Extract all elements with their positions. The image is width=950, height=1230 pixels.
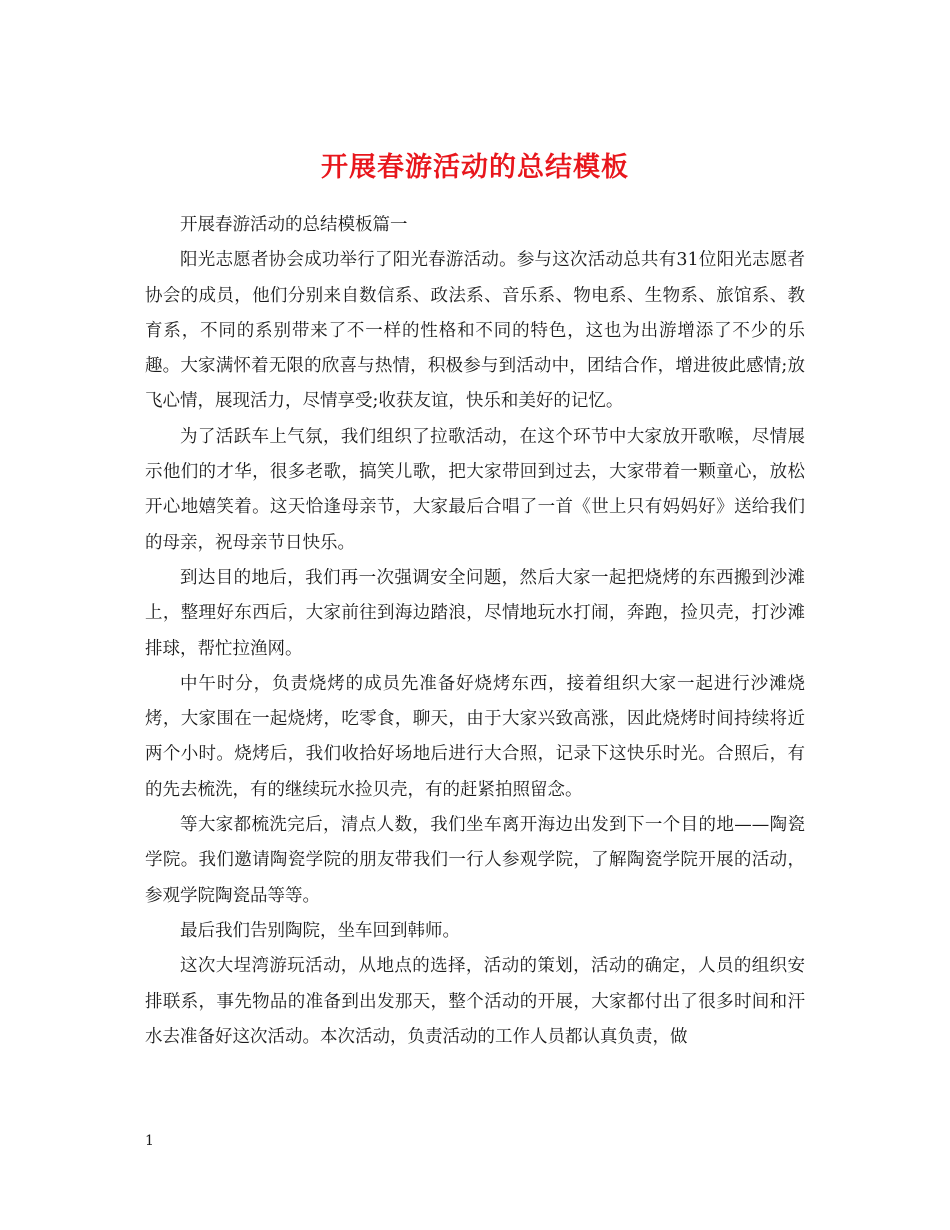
document-body	[145, 208, 805, 1055]
paragraph-7: 这次大埕湾游玩活动，从地点的选择，活动的策划，活动的确定，人员的组织安排联系，事先物品的准备到出发那天，整个活动的开展，大家都付出了很多时间和汗水去准备好这次活动。本次活动，负责活动的工作人员都认真负责，做	[145, 956, 805, 1047]
paragraph-3: 到达目的地后，我们再一次强调安全问题，然后大家一起把烧烤的东西搬到沙滩上，整理好东西后，大家前往到海边踏浪，尽情地玩水打闹，奔跑，捡贝壳，打沙滩排球，帮忙拉渔网。	[145, 567, 805, 659]
paragraph-1: 阳光志愿者协会成功举行了阳光春游活动。参与这次活动总共有31位阳光志愿者协会的成员，他们分别来自数信系、政法系、音乐系、物电系、生物系、旅馆系、教育系，不同的系别带来了不一样的性格和不同的特色，这也为出游增添了不少的乐趣。大家满怀着无限的欣喜与热情，积极参与到活动中，团结合作，增进彼此感情;放飞心情，展现活力，尽情享受;收获友谊，快乐和美好的记忆。	[145, 250, 805, 412]
document-title: 开展春游活动的总结模板	[321, 152, 629, 184]
paragraph-6: 最后我们告别陶院，坐车回到韩师。	[180, 920, 460, 941]
section-heading: 开展春游活动的总结模板篇一	[180, 215, 408, 235]
paragraph-2: 为了活跃车上气氛，我们组织了拉歌活动，在这个环节中大家放开歌喉，尽情展示他们的才华，很多老歌，搞笑儿歌，把大家带回到过去，大家带着一颗童心，放松开心地嬉笑着。这天恰逢母亲节，大家最后合唱了一首《世上只有妈妈好》送给我们的母亲，祝母亲节日快乐。	[145, 426, 805, 553]
paragraph-4: 中午时分，负责烧烤的成员先准备好烧烤东西，接着组织大家一起进行沙滩烧烤，大家围在一起烧烤，吃零食，聊天，由于大家兴致高涨，因此烧烤时间持续将近两个小时。烧烤后，我们收拾好场地后进行大合照，记录下这快乐时光。合照后，有的先去梳洗，有的继续玩水捡贝壳，有的赶紧拍照留念。	[145, 673, 805, 800]
page-number: 1	[145, 1133, 154, 1149]
paragraph-5: 等大家都梳洗完后，清点人数，我们坐车离开海边出发到下一个目的地——陶瓷学院。我们邀请陶瓷学院的朋友带我们一行人参观学院，了解陶瓷学院开展的活动，参观学院陶瓷品等等。	[145, 815, 805, 906]
